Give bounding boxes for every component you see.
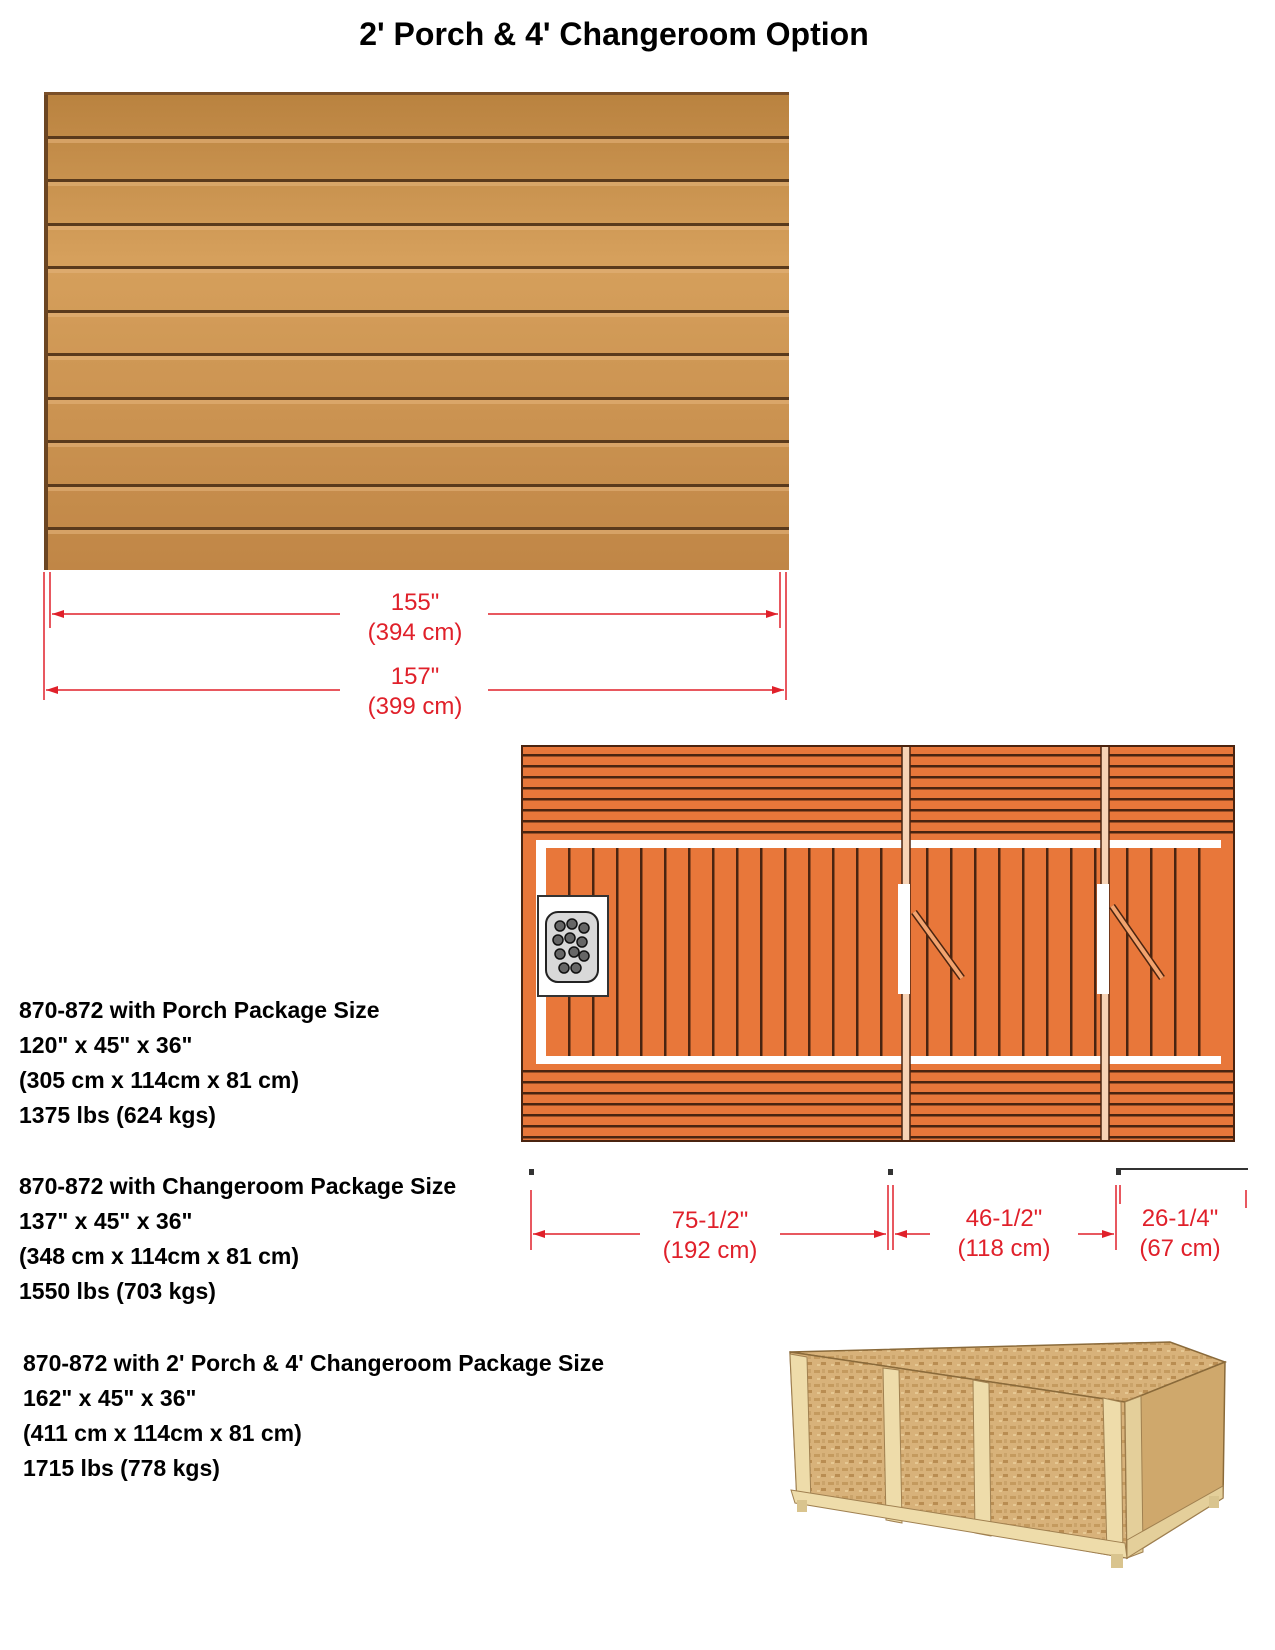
dimension-46-label xyxy=(930,1204,1078,1264)
shipping-crate-image xyxy=(785,1340,1235,1580)
dimension-cm: (67 cm) xyxy=(1139,1235,1221,1262)
package-name: 870-872 with Changeroom Package Size xyxy=(19,1173,457,1199)
package-weight: 1375 lbs (624 kgs) xyxy=(19,1102,216,1128)
dimension-inches: 26-1/4" xyxy=(1141,1205,1219,1232)
dimension-cm: (394 cm) xyxy=(367,619,463,646)
package-spec-porch xyxy=(19,993,380,1133)
dimension-inches: 46-1/2" xyxy=(965,1205,1043,1232)
package-size-in: 120" x 45" x 36" xyxy=(19,1032,193,1058)
package-weight: 1715 lbs (778 kgs) xyxy=(23,1455,220,1481)
dimension-26-label xyxy=(1120,1204,1240,1264)
package-size-cm: (411 cm x 114cm x 81 cm) xyxy=(23,1420,302,1446)
dimension-75-label xyxy=(640,1206,780,1266)
dimension-inches: 157" xyxy=(390,663,440,690)
dimension-inches: 155" xyxy=(390,589,440,616)
package-name: 870-872 with 2' Porch & 4' Changeroom Package Size xyxy=(23,1350,605,1376)
package-size-in: 162" x 45" x 36" xyxy=(23,1385,197,1411)
dimension-inches: 75-1/2" xyxy=(671,1207,749,1234)
package-size-cm: (348 cm x 114cm x 81 cm) xyxy=(19,1243,300,1269)
package-name: 870-872 with Porch Package Size xyxy=(19,997,380,1023)
package-spec-porch-changeroom xyxy=(23,1346,604,1486)
dimension-cm: (399 cm) xyxy=(367,693,463,720)
package-spec-changeroom xyxy=(19,1169,456,1309)
dimension-cm: (118 cm) xyxy=(957,1235,1051,1262)
package-size-cm: (305 cm x 114cm x 81 cm) xyxy=(19,1067,300,1093)
package-weight: 1550 lbs (703 kgs) xyxy=(19,1278,216,1304)
page-title: 2' Porch & 4' Changeroom Option xyxy=(359,16,869,52)
package-size-in: 137" x 45" x 36" xyxy=(19,1208,193,1234)
dimension-cm: (192 cm) xyxy=(662,1237,758,1264)
